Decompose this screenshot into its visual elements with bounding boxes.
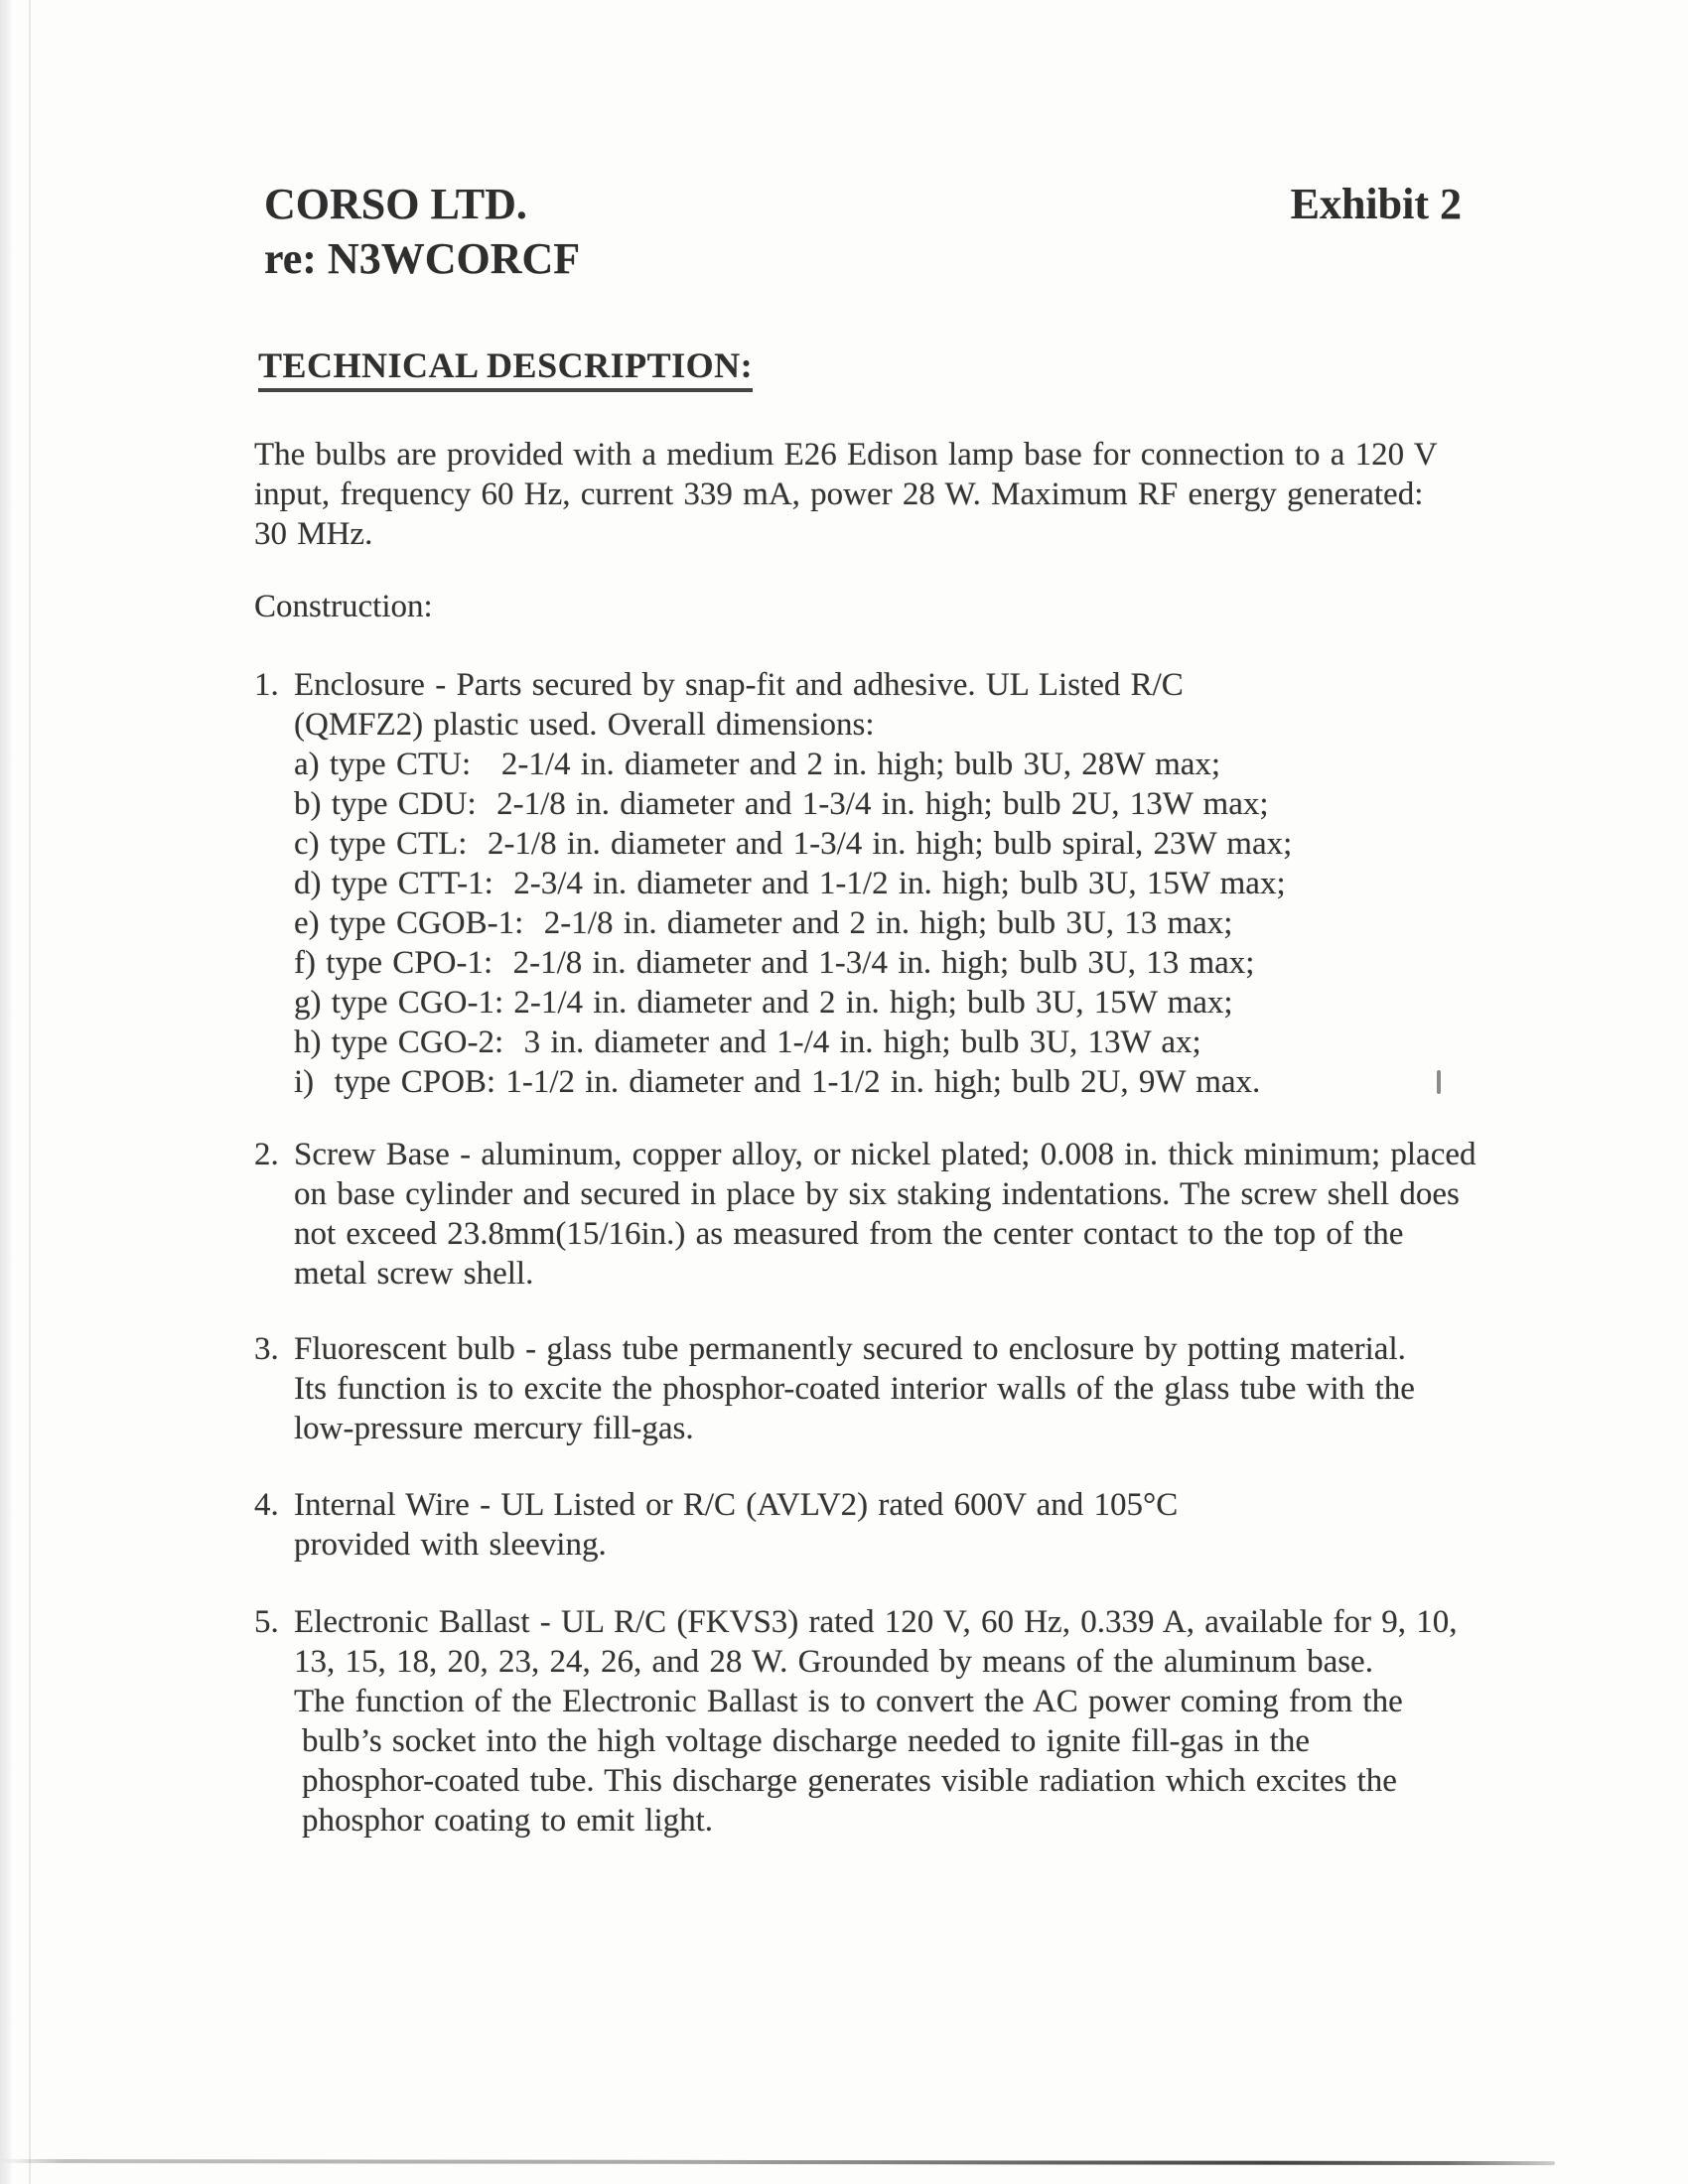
reference-line: re: N3WCORCF — [264, 234, 581, 283]
exhibit-label: Exhibit 2 — [1290, 180, 1462, 228]
sub-item-e: e) type CGOB-1: 2-1/8 in. diameter and 2 in. high; bulb 3U, 13 max; — [294, 905, 1233, 941]
intro-paragraph — [254, 435, 1462, 554]
text-line: not exceed 23.8mm(15/16in.) as measured from the center contact to the top of the — [294, 1216, 1404, 1252]
document-header — [264, 177, 1462, 286]
text-line: 30 MHz. — [254, 516, 373, 552]
text-line: Fluorescent bulb - glass tube permanently secured to enclosure by potting material. — [294, 1331, 1406, 1367]
list-item-screw-base — [254, 1135, 1477, 1294]
text-line: provided with sleeving. — [294, 1527, 607, 1563]
item-number: 5. — [254, 1604, 279, 1640]
item-body — [294, 1135, 1477, 1294]
text-line: on base cylinder and secured in place by six staking indentations. The screw shell does — [294, 1176, 1460, 1212]
sub-item-g: g) type CGO-1: 2-1/4 in. diameter and 2 in. high; bulb 3U, 15W max; — [294, 985, 1233, 1021]
text-line: Screw Base - aluminum, copper alloy, or nickel plated; 0.008 in. thick minimum; placed — [294, 1137, 1477, 1172]
text-line: input, frequency 60 Hz, current 339 mA, power 28 W. Maximum RF energy generated: — [254, 477, 1424, 512]
text-line: 13, 15, 18, 20, 23, 24, 26, and 28 W. Grounded by means of the aluminum base. — [294, 1644, 1373, 1680]
company-name: CORSO LTD. — [264, 180, 527, 228]
text-line: (QMFZ2) plastic used. Overall dimensions: — [294, 707, 875, 743]
text-line: Its function is to excite the phosphor-coated interior walls of the glass tube with the — [294, 1371, 1415, 1407]
header-left-block — [264, 177, 580, 286]
text-line: Enclosure - Parts secured by snap-fit and adhesive. UL Listed R/C — [294, 667, 1184, 703]
list-item-electronic-ballast — [254, 1602, 1462, 1841]
document-content — [254, 0, 1477, 1841]
scan-edge-vertical-line — [29, 0, 31, 2184]
item-number: 2. — [254, 1137, 279, 1172]
text-line: metal screw shell. — [294, 1256, 534, 1292]
text-line: phosphor-coated tube. This discharge generates visible radiation which excites the — [302, 1763, 1397, 1799]
sub-item-h: h) type CGO-2: 3 in. diameter and 1-/4 in. high; bulb 3U, 13W ax; — [294, 1024, 1201, 1060]
item-body — [294, 665, 1462, 1102]
text-line: Electronic Ballast - UL R/C (FKVS3) rated 120 V, 60 Hz, 0.339 A, available for 9, 10, — [294, 1604, 1458, 1640]
list-item-internal-wire — [254, 1485, 1462, 1565]
item-number: 4. — [254, 1487, 279, 1523]
list-item-enclosure — [254, 665, 1462, 1102]
section-heading-text: TECHNICAL DESCRIPTION: — [258, 345, 753, 392]
text-line: low-pressure mercury fill-gas. — [294, 1411, 694, 1446]
item-body — [294, 1485, 1462, 1565]
scan-edge-left — [0, 0, 13, 2184]
sub-item-f: f) type CPO-1: 2-1/8 in. diameter and 1-3/4 in. high; bulb 3U, 13 max; — [294, 945, 1255, 981]
text-line: phosphor coating to emit light. — [302, 1803, 714, 1839]
text-line: Internal Wire - UL Listed or R/C (AVLV2) rated 600V and 105°C — [294, 1487, 1179, 1523]
section-heading — [258, 343, 1462, 387]
sub-item-a: a) type CTU: 2-1/4 in. diameter and 2 in. high; bulb 3U, 28W max; — [294, 747, 1221, 782]
item-number: 3. — [254, 1331, 279, 1367]
text-line: The bulbs are provided with a medium E26 Edison lamp base for connection to a 120 V — [254, 437, 1438, 473]
text-line: bulb’s socket into the high voltage discharge needed to ignite fill-gas in the — [302, 1723, 1310, 1759]
scan-artifact-tick — [1437, 1070, 1441, 1094]
item-body — [294, 1329, 1462, 1448]
sub-item-c: c) type CTL: 2-1/8 in. diameter and 1-3/4 in. high; bulb spiral, 23W max; — [294, 826, 1293, 862]
sub-item-b: b) type CDU: 2-1/8 in. diameter and 1-3/4 in. high; bulb 2U, 13W max; — [294, 786, 1269, 822]
scan-line-bottom — [0, 2159, 1555, 2165]
item-body — [294, 1602, 1462, 1841]
list-item-fluorescent-bulb — [254, 1329, 1462, 1448]
sub-item-i: i) type CPOB: 1-1/2 in. diameter and 1-1/2 in. high; bulb 2U, 9W max. — [294, 1064, 1261, 1100]
item-number: 1. — [254, 667, 279, 703]
text-line: The function of the Electronic Ballast is to convert the AC power coming from the — [294, 1684, 1403, 1719]
construction-label: Construction: — [254, 589, 433, 624]
sub-item-d: d) type CTT-1: 2-3/4 in. diameter and 1-1/2 in. high; bulb 3U, 15W max; — [294, 866, 1286, 901]
